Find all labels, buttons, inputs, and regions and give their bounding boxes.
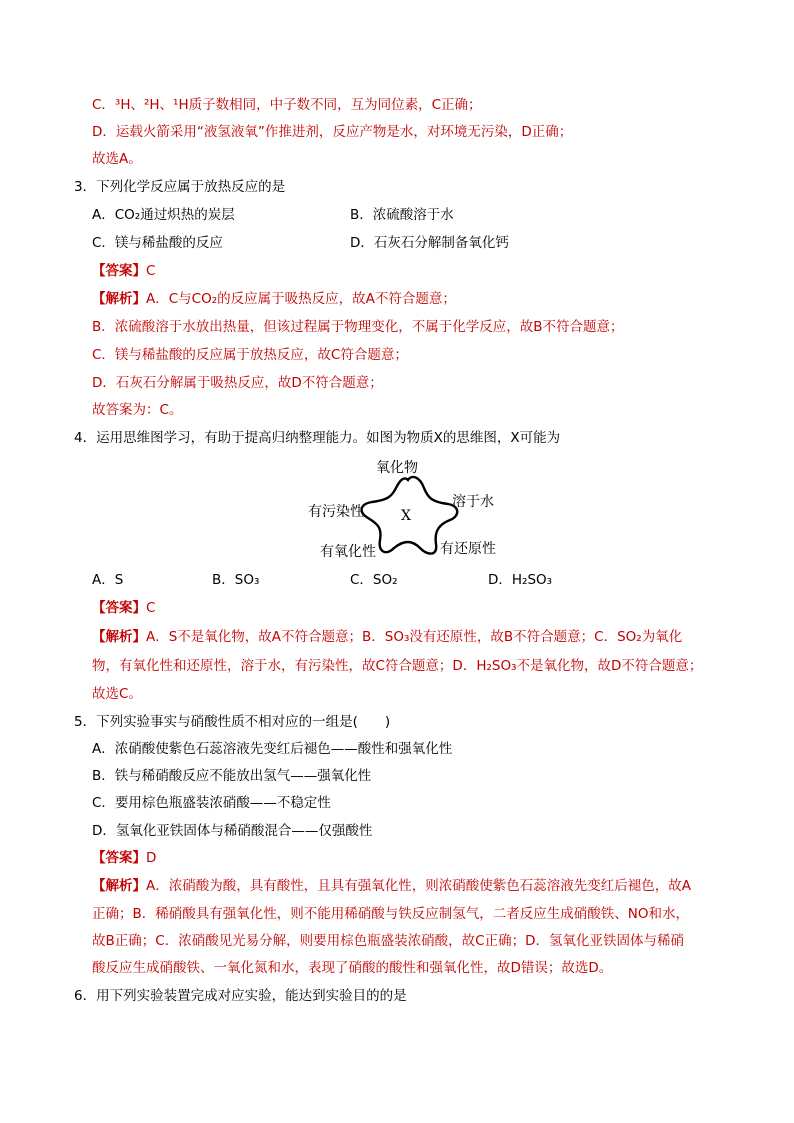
q3-stem: 3．下列化学反应属于放热反应的是: [74, 179, 286, 195]
analysis-text: A．S不是氧化物，故A不符合题意；B．SO₃没有还原性，故B不符合题意；C．SO₂为氧化: [146, 629, 683, 645]
q5-option-d: D．氢氧化亚铁固体与稀硝酸混合——仅强酸性: [92, 823, 373, 839]
q3-analysis-5: 故答案为：C。: [92, 402, 183, 418]
q3-analysis-3: C．镁与稀盐酸的反应属于放热反应，故C符合题意；: [92, 347, 408, 363]
q6-stem: 6．用下列实验装置完成对应实验，能达到实验目的的是: [74, 988, 407, 1004]
q5-answer: [92, 848, 156, 868]
q3-analysis-1: [92, 289, 456, 309]
q4-analysis-2: 物，有氧化性和还原性，溶于水，有污染性，故C符合题意；D．H₂SO₃不是氧化物，故D不符合题意；: [92, 658, 703, 674]
q5-analysis-1: [92, 876, 691, 896]
answer-value: C: [146, 263, 156, 279]
q3-option-b: B．浓硫酸溶于水: [350, 207, 454, 223]
answer-tag: 【答案】: [92, 850, 146, 866]
q4-option-d: D．H₂SO₃: [488, 572, 553, 588]
prev-analysis-d: D．运载火箭采用“液氢液氧”作推进剂，反应产物是水，对环境无污染，D正确；: [92, 124, 573, 140]
q3-answer: [92, 261, 155, 281]
q4-analysis-3: 故选C。: [92, 686, 142, 702]
bottom-left-label: 有氧化性: [320, 544, 376, 560]
q5-option-b: B．铁与稀硝酸反应不能放出氢气——强氧化性: [92, 768, 372, 784]
q5-option-a: A．浓硝酸使紫色石蕊溶液先变红后褪色——酸性和强氧化性: [92, 741, 453, 757]
answer-tag: 【答案】: [92, 263, 146, 279]
analysis-tag: 【解析】: [92, 878, 146, 894]
q4-option-b: B．SO₃: [212, 572, 260, 588]
answer-tag: 【答案】: [92, 600, 146, 616]
q5-option-c: C．要用棕色瓶盛装浓硝酸——不稳定性: [92, 795, 331, 811]
analysis-tag: 【解析】: [92, 291, 146, 307]
q4-answer: [92, 598, 155, 618]
q3-analysis-2: B．浓硫酸溶于水放出热量，但该过程属于物理变化，不属于化学反应，故B不符合题意；: [92, 319, 624, 335]
q5-stem: 5．下列实验事实与硝酸性质不相对应的一组是( ): [74, 714, 391, 730]
prev-analysis-c: C．³H、²H、¹H质子数相同，中子数不同，互为同位素，C正确；: [92, 97, 482, 113]
q4-option-c: C．SO₂: [350, 572, 398, 588]
answer-value: C: [146, 600, 156, 616]
analysis-text: A．C与CO₂的反应属于吸热反应，故A不符合题意；: [146, 291, 456, 307]
answer-value: D: [146, 850, 157, 866]
prev-analysis-conclusion: 故选A。: [92, 151, 142, 167]
top-label: 氧化物: [376, 460, 418, 476]
analysis-tag: 【解析】: [92, 629, 146, 645]
q3-analysis-4: D．石灰石分解属于吸热反应，故D不符合题意；: [92, 375, 383, 391]
q5-analysis-3: 故B正确；C．浓硝酸见光易分解，则要用棕色瓶盛装浓硝酸，故C正确；D．氢氧化亚铁固体与稀硝: [92, 933, 685, 949]
analysis-text: A．浓硝酸为酸，具有酸性，且具有强氧化性，则浓硝酸使紫色石蕊溶液先变红后褪色，故A: [146, 878, 691, 894]
q3-option-c: C．镁与稀盐酸的反应: [92, 235, 223, 251]
mind-map-diagram: [300, 452, 520, 572]
q3-option-a: A．CO₂通过炽热的炭层: [92, 207, 235, 223]
q5-analysis-4: 酸反应生成硝酸铁、一氧化氮和水，表现了硝酸的酸性和强氧化性，故D错误；故选D。: [92, 960, 613, 976]
q4-stem: 4．运用思维图学习，有助于提高归纳整理能力。如图为物质X的思维图，X可能为: [74, 430, 561, 446]
bottom-right-label: 有还原性: [440, 541, 496, 557]
q5-analysis-2: 正确；B．稀硝酸具有强氧化性，则不能用稀硝酸与铁反应制氢气，二者反应生成硝酸铁、NO和水，: [92, 906, 689, 922]
q4-analysis-1: [92, 627, 682, 647]
q4-option-a: A．S: [92, 572, 124, 588]
left-label: 有污染性: [308, 504, 364, 520]
right-label: 溶于水: [452, 494, 494, 510]
center-label: X: [401, 508, 411, 524]
q3-option-d: D．石灰石分解制备氧化钙: [350, 235, 509, 251]
